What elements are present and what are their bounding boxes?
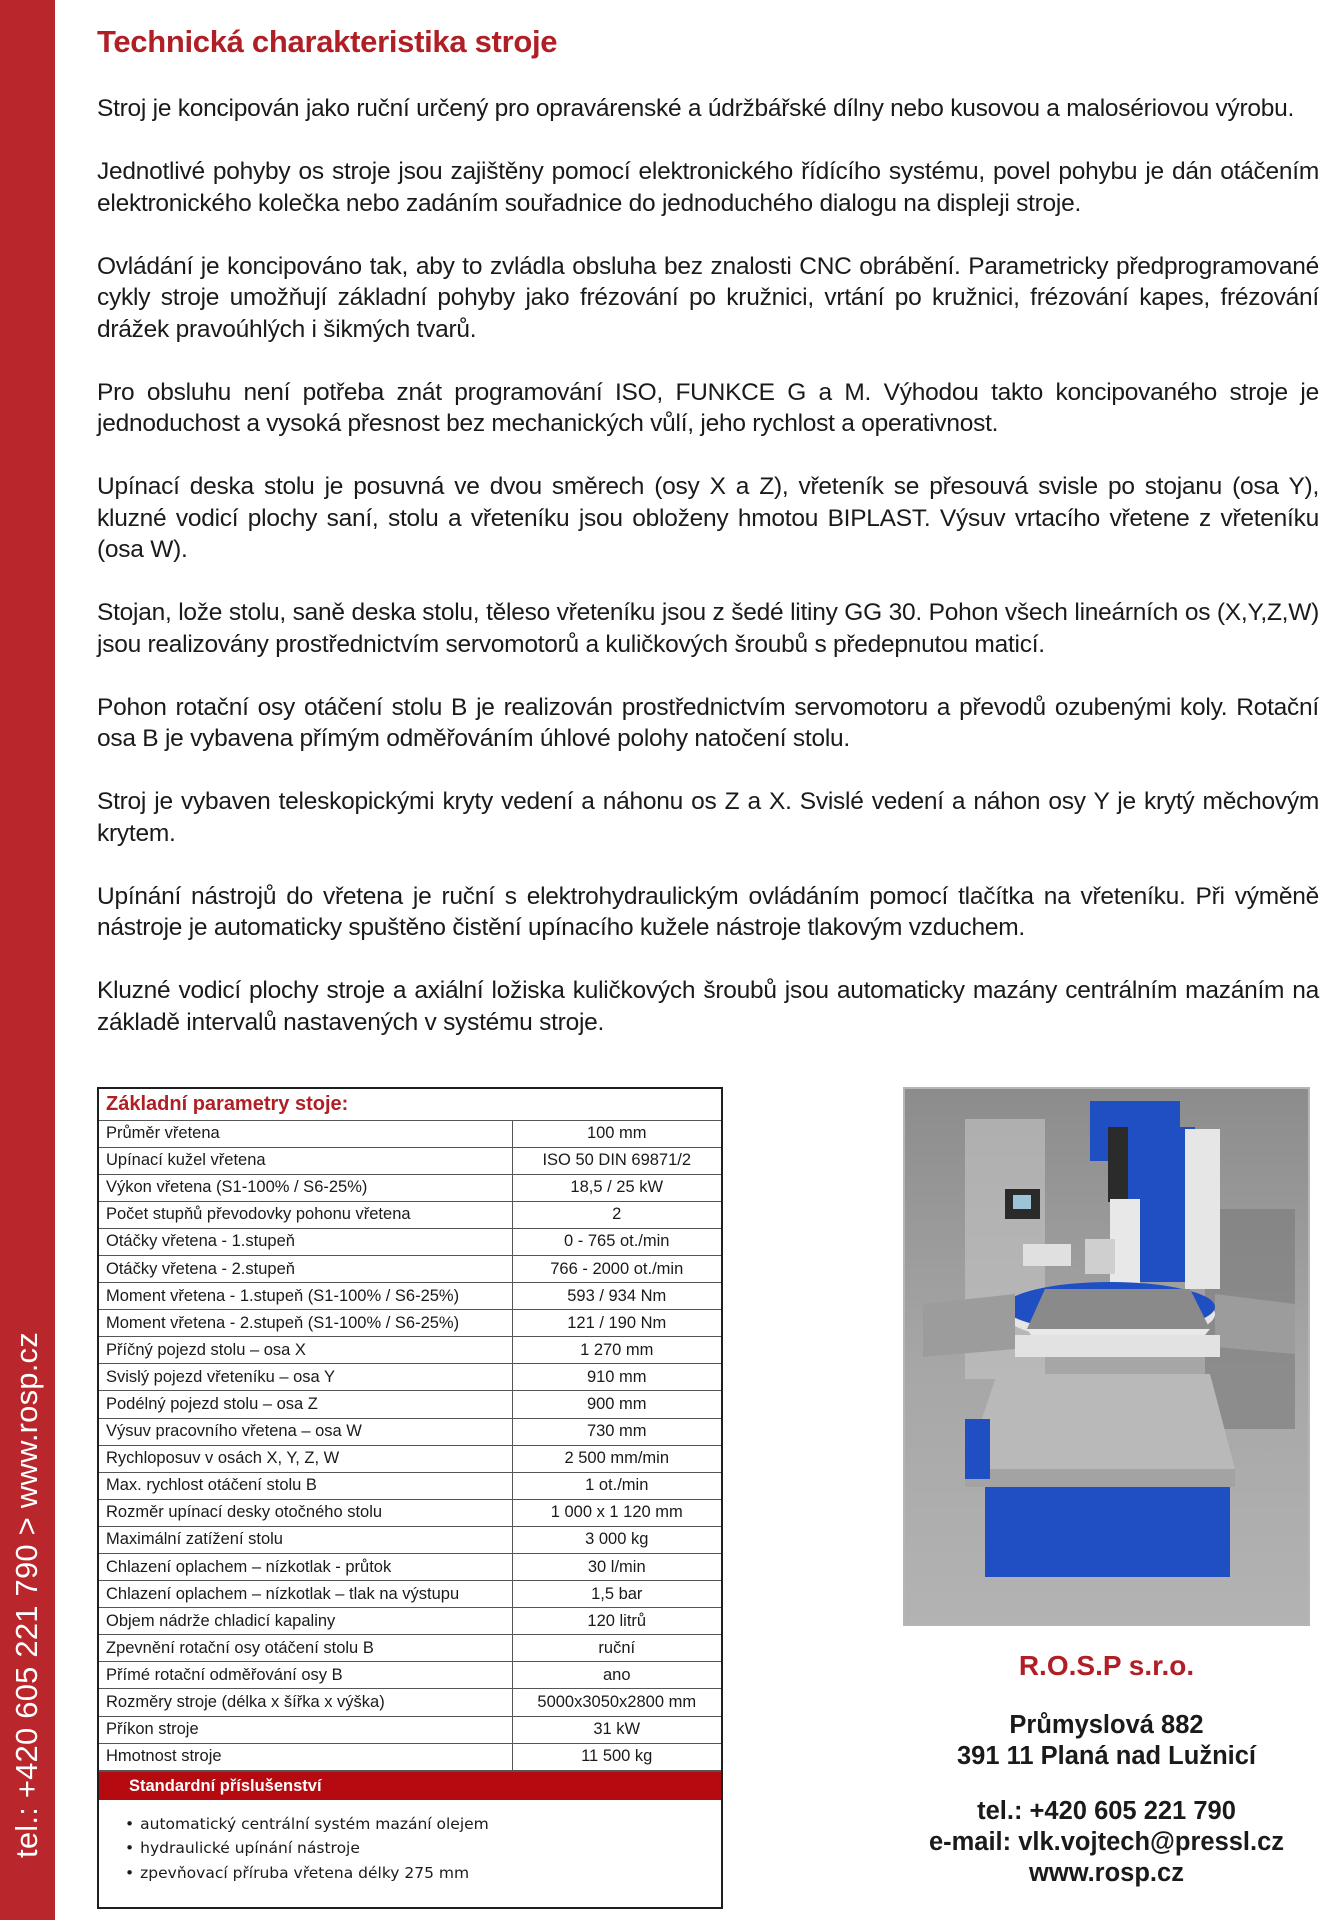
- spec-label: Chlazení oplachem – nízkotlak – tlak na výstupu: [99, 1581, 512, 1608]
- spec-label: Upínací kužel vřetena: [99, 1147, 512, 1174]
- spec-label: Výsuv pracovního vřetena – osa W: [99, 1418, 512, 1445]
- spec-row: [99, 1743, 721, 1770]
- paragraph: Pro obsluhu není potřeba znát programování ISO, FUNKCE G a M. Výhodou takto koncipovaného stroje je jednoduchost a vysoká přesnost bez mechanických vůlí, jeho rychlost a operativnost.: [97, 378, 1319, 437]
- spec-row: [99, 1635, 721, 1662]
- spec-value: 31 kW: [512, 1716, 721, 1743]
- spec-label: Moment vřetena - 2.stupeň (S1-100% / S6-25%): [99, 1310, 512, 1337]
- spec-value: 2: [512, 1201, 721, 1228]
- spec-value: 593 / 934 Nm: [512, 1283, 721, 1310]
- spec-label: Výkon vřetena (S1-100% / S6-25%): [99, 1174, 512, 1201]
- accessory-item: [125, 1836, 721, 1861]
- company-name: R.O.S.P s.r.o.: [1018, 1650, 1195, 1681]
- spec-label: Otáčky vřetena - 2.stupeň: [99, 1255, 512, 1282]
- accessory-item: [125, 1812, 721, 1837]
- spec-label: Chlazení oplachem – nízkotlak - průtok: [99, 1554, 512, 1581]
- page-title: Technická charakteristika stroje: [97, 24, 558, 59]
- spec-label: Rozměry stroje (délka x šířka x výška): [99, 1689, 512, 1716]
- paragraph: Jednotlivé pohyby os stroje jsou zajištěny pomocí elektronického řídícího systému, povel pohybu je dán otáčením elektronického kolečka nebo zadáním souřadnice do jednoduchého dialogu na displeji stroje.: [97, 158, 1319, 217]
- spec-label: Příčný pojezd stolu – osa X: [99, 1337, 512, 1364]
- accessories-list: [99, 1800, 721, 1886]
- spec-row: [99, 1472, 721, 1499]
- spec-label: Průměr vřetena: [99, 1120, 512, 1147]
- spec-value: 1 270 mm: [512, 1337, 721, 1364]
- spec-label: Otáčky vřetena - 1.stupeň: [99, 1228, 512, 1255]
- spec-row: [99, 1526, 721, 1553]
- spec-value: 2 500 mm/min: [512, 1445, 721, 1472]
- spec-value: 900 mm: [512, 1391, 721, 1418]
- spec-row: [99, 1255, 721, 1282]
- spec-value: 1 000 x 1 120 mm: [512, 1499, 721, 1526]
- spec-label: Rozměr upínací desky otočného stolu: [99, 1499, 512, 1526]
- spec-value: 11 500 kg: [512, 1743, 721, 1770]
- spec-row: [99, 1391, 721, 1418]
- machine-photo: [903, 1087, 1310, 1626]
- paragraph: Kluzné vodicí plochy stroje a axiální ložiska kuličkových šroubů jsou automaticky mazány centrálním mazáním na základě intervalů nastavených v systému stroje.: [97, 977, 1319, 1036]
- spec-value: 3 000 kg: [512, 1526, 721, 1553]
- spec-value: 0 - 765 ot./min: [512, 1228, 721, 1255]
- bullet-icon: •: [125, 1839, 135, 1858]
- spec-value: 730 mm: [512, 1418, 721, 1445]
- paragraph: Pohon rotační osy otáčení stolu B je realizován prostřednictvím servomotoru a převodů ozubenými koly. Rotační osa B je vybavena přímým odměřováním úhlové polohy natočení stolu.: [97, 693, 1319, 752]
- spec-value: 18,5 / 25 kW: [512, 1174, 721, 1201]
- spec-label: Objem nádrže chladicí kapaliny: [99, 1608, 512, 1635]
- paragraph: Ovládání je koncipováno tak, aby to zvládla obsluha bez znalosti CNC obrábění. Parametricky předprogramované cykly stroje umožňují základní pohyby jako frézování po kružnici, vrtání po kružnici, frézování kapes, frézování drážek pravoúhlých i šikmých tvarů.: [97, 252, 1319, 343]
- spec-row: [99, 1418, 721, 1445]
- spec-row: [99, 1445, 721, 1472]
- spec-row: [99, 1228, 721, 1255]
- address-city: 391 11 Planá nad Lužnicí: [956, 1742, 1257, 1770]
- spec-label: Maximální zatížení stolu: [99, 1526, 512, 1553]
- spec-row: [99, 1283, 721, 1310]
- spec-value: ISO 50 DIN 69871/2: [512, 1147, 721, 1174]
- spec-label: Přímé rotační odměřování osy B: [99, 1662, 512, 1689]
- accessory-item: [125, 1861, 721, 1886]
- paragraph: Stroj je koncipován jako ruční určený pro opravárenské a údržbářské dílny nebo kusovou a malosériovou výrobu.: [97, 95, 1295, 122]
- contact-phone: tel.: +420 605 221 790: [977, 1797, 1236, 1825]
- spec-table: [99, 1089, 721, 1771]
- spec-row: [99, 1608, 721, 1635]
- paragraph: Upínání nástrojů do vřetena je ruční s elektrohydraulickým ovládáním pomocí tlačítka na vřeteníku. Při výměně nástroje je automaticky spuštěno čistění upínacího kužele nástroje tlakovým vzduchem.: [97, 882, 1319, 941]
- spec-label: Moment vřetena - 1.stupeň (S1-100% / S6-25%): [99, 1283, 512, 1310]
- spec-label: Příkon stroje: [99, 1716, 512, 1743]
- accessories-heading: Standardní příslušenství: [99, 1771, 721, 1800]
- contact-block: [903, 1650, 1310, 1889]
- spec-row: [99, 1554, 721, 1581]
- address: [903, 1710, 1310, 1772]
- spec-table-heading: Základní parametry stoje:: [99, 1089, 721, 1120]
- spec-value: 766 - 2000 ot./min: [512, 1255, 721, 1282]
- spec-value: 100 mm: [512, 1120, 721, 1147]
- address-street: Průmyslová 882: [1009, 1711, 1204, 1739]
- spec-row: [99, 1689, 721, 1716]
- spec-value: 121 / 190 Nm: [512, 1310, 721, 1337]
- spec-value: 1,5 bar: [512, 1581, 721, 1608]
- contact-email[interactable]: e-mail: vlk.vojtech@pressl.cz: [928, 1828, 1285, 1856]
- spec-row: [99, 1120, 721, 1147]
- contact-website[interactable]: www.rosp.cz: [1029, 1859, 1184, 1887]
- spec-label: Zpevnění rotační osy otáčení stolu B: [99, 1635, 512, 1662]
- spec-row: [99, 1581, 721, 1608]
- accessory-text: hydraulické upínání nástroje: [140, 1839, 360, 1858]
- spec-row: [99, 1174, 721, 1201]
- paragraph: Stroj je vybaven teleskopickými kryty vedení a náhonu os Z a X. Svislé vedení a náhon osy Y je krytý měchovým krytem.: [97, 788, 1319, 847]
- spec-label: Hmotnost stroje: [99, 1743, 512, 1770]
- spec-label: Max. rychlost otáčení stolu B: [99, 1472, 512, 1499]
- spec-value: 120 litrů: [512, 1608, 721, 1635]
- accessory-text: automatický centrální systém mazání olejem: [140, 1814, 489, 1833]
- bullet-icon: •: [125, 1814, 135, 1833]
- paragraph: Stojan, lože stolu, saně deska stolu, těleso vřeteníku jsou z šedé litiny GG 30. Pohon všech lineárních os (X,Y,Z,W) jsou realizovány prostřednictvím servomotorů a kuličkových šroubů s předepnutou maticí.: [97, 599, 1319, 658]
- spec-value: 5000x3050x2800 mm: [512, 1689, 721, 1716]
- spec-value: ruční: [512, 1635, 721, 1662]
- spec-label: Rychloposuv v osách X, Y, Z, W: [99, 1445, 512, 1472]
- machine-illustration: [905, 1089, 1308, 1624]
- spec-table-box: [97, 1087, 723, 1909]
- paragraph: Upínací deska stolu je posuvná ve dvou směrech (osy X a Z), vřeteník se přesouvá svisle po stojanu (osa Y), kluzné vodicí plochy saní, stolu a vřeteníku jsou obloženy hmotou BIPLAST. Výsuv vrtacího vřetene z vřeteníku (osa W).: [97, 473, 1319, 563]
- spec-label: Počet stupňů převodovky pohonu vřetena: [99, 1201, 512, 1228]
- spec-row: [99, 1716, 721, 1743]
- spec-row: [99, 1662, 721, 1689]
- bullet-icon: •: [125, 1863, 135, 1882]
- spec-row: [99, 1201, 721, 1228]
- spec-label: Svislý pojezd vřeteníku – osa Y: [99, 1364, 512, 1391]
- sidebar-band: [0, 0, 55, 1920]
- spec-value: ano: [512, 1662, 721, 1689]
- spec-row: [99, 1364, 721, 1391]
- sidebar-contact-text: tel.: +420 605 221 790 > www.rosp.cz: [9, 1332, 44, 1858]
- spec-row: [99, 1147, 721, 1174]
- spec-value: 1 ot./min: [512, 1472, 721, 1499]
- description-text: [97, 93, 1319, 1070]
- spec-row: [99, 1310, 721, 1337]
- spec-table-header-row: [99, 1089, 721, 1120]
- spec-row: [99, 1337, 721, 1364]
- spec-value: 910 mm: [512, 1364, 721, 1391]
- spec-row: [99, 1499, 721, 1526]
- accessory-text: zpevňovací příruba vřetena délky 275 mm: [140, 1863, 470, 1882]
- spec-value: 30 l/min: [512, 1554, 721, 1581]
- spec-label: Podélný pojezd stolu – osa Z: [99, 1391, 512, 1418]
